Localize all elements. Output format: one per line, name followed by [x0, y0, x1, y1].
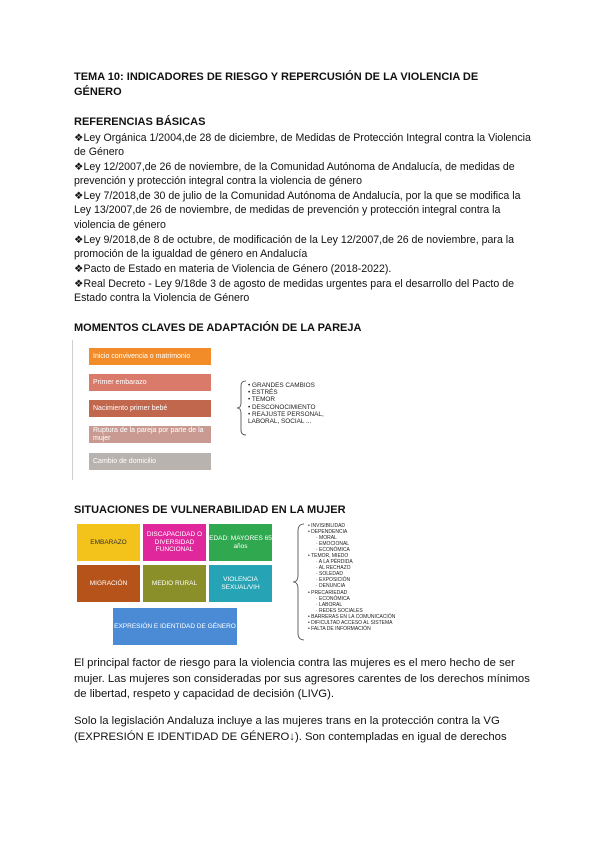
- paragraph: El principal factor de riesgo para la violencia contra las mujeres es el mero hecho de ser mujer. Las mujeres son consideradas por sus agresores carentes de los derechos mínimos de libertad, respeto y capacidad de decisión (LIVG).: [74, 657, 530, 700]
- note-item: · LABORAL: [316, 601, 343, 608]
- step-box: Cambio de domicilio: [89, 453, 211, 470]
- note-item: · ECONÓMICA: [316, 547, 350, 554]
- note-item: • DEPENDENCIA: [308, 529, 348, 536]
- vulnerability-box: EXPRESIÓN E IDENTIDAD DE GÉNERO: [113, 608, 237, 645]
- note-item: · SOLEDAD: [316, 571, 343, 578]
- bullet-icon: ❖: [74, 190, 84, 202]
- page-title: TEMA 10: INDICADORES DE RIESGO Y REPERCUSIÓN DE LA VIOLENCIA DE GÉNERO: [74, 71, 479, 98]
- vulnerability-heading: SITUACIONES DE VULNERABILIDAD EN LA MUJER: [74, 504, 346, 516]
- note-item: · EXPOSICIÓN: [316, 577, 351, 584]
- moments-heading: MOMENTOS CLAVES DE ADAPTACIÓN DE LA PAREJA: [74, 322, 362, 334]
- reference-item: ❖Real Decreto - Ley 9/18de 3 de agosto de medidas urgentes para el desarrollo del Pacto de Estado contra la Violencia de Género: [74, 278, 514, 305]
- step-box: Nacimiento primer bebé: [89, 400, 211, 417]
- bullet-icon: ❖: [74, 278, 84, 290]
- note-item: · A LA PÉRDIDA: [316, 559, 353, 566]
- vulnerability-notes: [308, 523, 395, 632]
- brace-icon: [292, 523, 306, 641]
- reference-item: ❖Ley Orgánica 1/2004,de 28 de diciembre, de Medidas de Protección Integral contra la Violencia de Género: [74, 132, 531, 159]
- bullet-icon: ❖: [74, 234, 84, 246]
- note-item: · AL RECHAZO: [316, 565, 351, 572]
- paragraph: Solo la legislación Andaluza incluye a las mujeres trans en la protección contra la VG (EXPRESIÓN E IDENTIDAD DE GÉNERO↓). Son contempladas en igual de derechos: [74, 715, 507, 743]
- vulnerability-box: VIOLENCIA SEXUAL/VIH: [209, 565, 272, 602]
- vulnerability-box: DISCAPACIDAD O DIVERSIDAD FUNCIONAL: [143, 524, 206, 561]
- note-item: • TEMOR, MIEDO: [308, 553, 349, 560]
- vulnerability-box: MEDIO RURAL: [143, 565, 206, 602]
- list-item: • ESTRÉS: [248, 389, 278, 397]
- vulnerability-box: EMBARAZO: [77, 524, 140, 561]
- note-item: · REDES SOCIALES: [316, 607, 363, 614]
- list-item: • GRANDES CAMBIOS: [248, 382, 315, 389]
- note-item: • FALTA DE INFORMACIÓN: [308, 625, 371, 632]
- list-item: • REAJUSTE PERSONAL, LABORAL, SOCIAL ...: [248, 410, 324, 426]
- brace-icon: [236, 380, 248, 436]
- step-box: Inicio convivencia o matrimonio: [89, 348, 211, 365]
- list-item: • DESCONOCIMIENTO: [248, 403, 316, 411]
- note-item: • DIFICULTAD ACCESO AL SISTEMA: [308, 619, 393, 626]
- note-item: · ECONÓMICA: [316, 595, 350, 602]
- bullet-icon: ❖: [74, 263, 84, 275]
- bullet-icon: ❖: [74, 161, 84, 173]
- step-box: Primer embarazo: [89, 374, 211, 391]
- bullet-icon: ❖: [74, 132, 84, 144]
- note-item: · EMOCIONAL: [316, 541, 350, 548]
- reference-item: ❖Ley 7/2018,de 30 de julio de la Comunidad Autónoma de Andalucía, por la que se modifica la Ley 13/2007,de 26 de noviembre, de medidas de prevención y protección integral contra la violencia de género: [74, 190, 521, 231]
- list-item: • TEMOR: [248, 396, 275, 404]
- vulnerability-box: EDAD: MAYORES 65 años: [209, 524, 272, 561]
- note-item: • INVISIBILIDAD: [308, 523, 346, 529]
- vulnerability-box: MIGRACIÓN: [77, 565, 140, 602]
- step-box: Ruptura de la pareja por parte de la mujer: [89, 426, 211, 443]
- note-item: • PRECARIEDAD: [308, 589, 348, 596]
- note-item: · MORAL: [316, 535, 337, 542]
- reference-item: ❖Ley 9/2018,de 8 de octubre, de modificación de la Ley 12/2007,de 26 de noviembre, para la promoción de la igualdad de género en Andalucía: [74, 234, 515, 261]
- note-item: · DENUNCIA: [316, 583, 346, 590]
- note-item: • BARRERAS EN LA COMUNICACIÓN: [308, 613, 396, 620]
- reference-item: ❖Pacto de Estado en materia de Violencia de Género (2018-2022).: [74, 263, 392, 275]
- reference-item: ❖Ley 12/2007,de 26 de noviembre, de la Comunidad Autónoma de Andalucía, de medidas de prevención y protección integral contra la violencia de género: [74, 161, 515, 188]
- changes-list: [248, 382, 328, 425]
- references-heading: REFERENCIAS BÁSICAS: [74, 116, 206, 128]
